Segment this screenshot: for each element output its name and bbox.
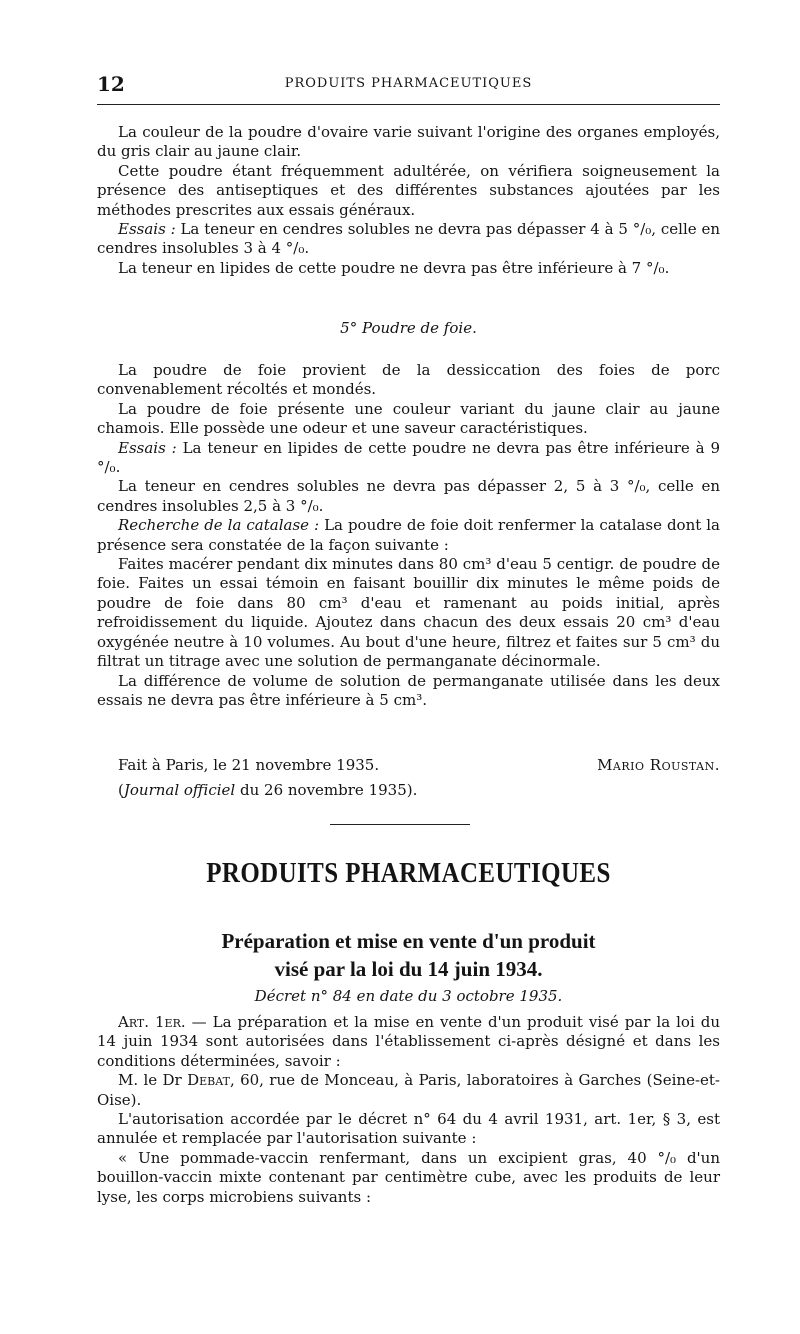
debat-text: , 60, rue de Monceau, à Paris, laboratoires à Garches (Seine-et-Oise). [97,1071,720,1109]
header-rule [97,104,720,105]
article-title-line-2: visé par la loi du 14 juin 1934. [274,957,543,981]
page-number: 12 [97,72,125,96]
article-title [97,927,720,983]
art-label: Art. 1er. [118,1013,186,1031]
paragraph-article-1 [97,1013,720,1071]
paragraph-autorisation: L'autorisation accordée par le décret n° 64 du 4 avril 1931, art. 1er, § 3, est annulée et remplacée par l'autorisation suivante : [97,1110,720,1148]
section-title: PRODUITS PHARMACEUTIQUES [206,857,611,889]
debat-prefix: M. le Dr [118,1071,188,1090]
debat-name: Debat [187,1071,230,1090]
paragraph-cendres: La teneur en cendres solubles ne devra pas dépasser 2, 5 à 3 °/₀, celle en cendres insolubles 2,5 à 3 °/₀. [97,477,720,515]
paragraph-difference: La différence de volume de solution de permanganate utilisée dans les deux essais ne devra pas être inférieure à 5 cm³. [97,671,720,709]
article-section [97,1013,720,1207]
article-title-line-1: Préparation et mise en vente d'un produit [221,929,596,953]
essais-text: La teneur en lipides de cette poudre ne devra pas être inférieure à 9 °/₀. [97,438,720,477]
decree-line: Décret n° 84 en date du 3 octobre 1935. [254,987,563,1005]
paragraph-essais-lipides [97,439,720,478]
signature-name: Mario Roustan. [597,756,720,774]
signature-line [97,756,720,776]
ovaire-section [97,123,720,278]
subheading-poudre-de-foie: 5° Poudre de foie. [340,319,477,337]
foie-section [97,361,720,710]
journal-rest: du 26 novembre 1935). [235,781,418,799]
paragraph-adulteree: Cette poudre étant fréquemment adultérée, on vérifiera soigneusement la présence des antiseptiques et des différentes substances ajoutées par les méthodes prescrites aux essais généraux. [97,161,720,219]
paragraph-pommade: « Une pommade-vaccin renfermant, dans un excipient gras, 40 °/₀ d'un bouillon-vaccin mixte contenant par centimètre cube, avec les produits de leur lyse, les corps microbiens suivants : [97,1148,720,1206]
paragraph-essais-cendres [97,220,720,259]
paragraph-couleur-foie: La poudre de foie présente une couleur variant du jaune clair au jaune chamois. Elle possède une odeur et une saveur caractéristiques. [97,399,720,438]
recherche-text: La poudre de foie doit renfermer la catalase dont la présence sera constatée de la façon suivante : [97,516,720,554]
paragraph-couleur: La couleur de la poudre d'ovaire varie suivant l'origine des organes employés, du gris clair au jaune clair. [97,123,720,161]
recherche-label: Recherche de la catalase : [118,516,320,535]
signature-place-date: Fait à Paris, le 21 novembre 1935. [118,756,380,774]
journal-open: ( [118,781,124,799]
essais-label: Essais : [118,438,177,457]
paragraph-recherche-catalase [97,516,720,555]
essais-label: Essais : [118,220,176,239]
paragraph-provenance: La poudre de foie provient de la dessiccation des foies de porc convenablement récoltés et mondés. [97,361,720,399]
paragraph-procedure: Faites macérer pendant dix minutes dans 80 cm³ d'eau 5 centigr. de poudre de foie. Faites un essai témoin en faisant bouillir dix minutes le même poids de poudre de foie dans 80 cm³ d'eau et ramenant au poids initial, après refroidissement du liquide. Ajoutez dans chacun des deux essais 20 cm³ d'eau oxygénée neutre à 10 volumes. Au bout d'une heure, filtrez et faites sur 5 cm³ du filtrat un titrage avec une solution de permanganate décinormale. [97,555,720,671]
essais-text: La teneur en cendres solubles ne devra pas dépasser 4 à 5 °/₀, celle en cendres insolubles 3 à 4 °/₀. [97,220,720,258]
journal-reference [118,781,417,799]
art-text: — La préparation et la mise en vente d'un produit visé par la loi du 14 juin 1934 sont autorisées dans l'établissement ci-après désigné et dans les conditions déterminées, savoir : [97,1013,720,1070]
paragraph-lipides: La teneur en lipides de cette poudre ne devra pas être inférieure à 7 °/₀. [118,258,670,277]
running-header [97,72,720,102]
paragraph-debat [97,1071,720,1110]
journal-title: Journal officiel [123,781,236,799]
running-title: PRODUITS PHARMACEUTIQUES [284,76,533,91]
section-separator [330,824,470,825]
